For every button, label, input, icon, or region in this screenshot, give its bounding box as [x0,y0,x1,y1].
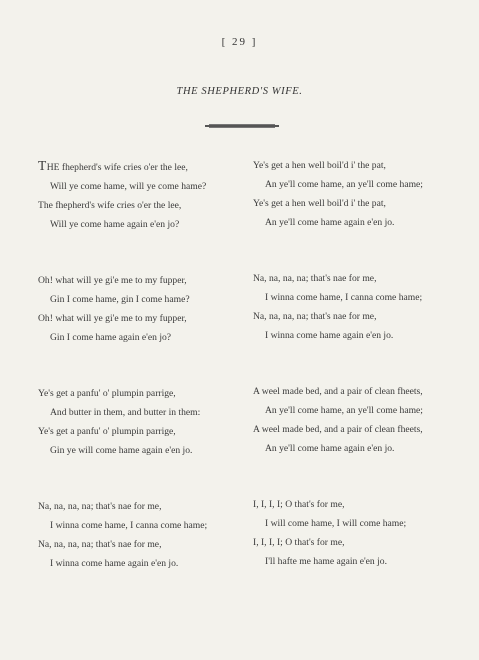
verse-line: Oh! what will ye gi'e me to my fupper, [38,275,187,286]
stanza [253,156,473,232]
verse-line: Gin ye will come hame again e'en jo. [50,445,193,456]
poem-column-left [38,156,253,610]
ornament-rule [205,124,279,128]
verse-line: Oh! what will ye gi'e me to my fupper, [38,313,187,324]
verse-line [38,156,253,177]
stanza [253,382,473,458]
stanza [253,269,473,345]
stanza [38,271,253,347]
verse-line: Na, na, na, na; that's nae for me, [253,311,377,322]
verse-line: And butter in them, and butter in them: [50,407,201,418]
verse-line: An ye'll come hame, an ye'll come hame; [265,179,423,190]
verse-line: Na, na, na, na; that's nae for me, [38,539,162,550]
poem-title: THE SHEPHERD'S WIFE. [176,86,303,97]
verse-line: A weel made bed, and a pair of clean fheets, [253,424,423,435]
verse-line: The fhepherd's wife cries o'er the lee, [38,200,182,211]
verse-line: Ye's get a panfu' o' plumpin parrige, [38,388,176,399]
verse-line: Ye's get a hen well boil'd i' the pat, [253,160,386,171]
verse-line: An ye'll come hame again e'en jo. [265,443,395,454]
stanza [38,497,253,573]
verse-line: I will come hame, I will come hame; [265,518,407,529]
verse-line-text: HE fhepherd's wife cries o'er the lee, [46,162,188,173]
verse-line: An ye'll come hame, an ye'll come hame; [265,405,423,416]
stanza [38,156,253,234]
verse-line: A weel made bed, and a pair of clean fheets, [253,386,423,397]
drop-cap: T [38,158,47,173]
verse-line: Will ye come hame, will ye come hame? [50,181,207,192]
verse-line: I winna come hame, I canna come hame; [265,292,423,303]
verse-line: Na, na, na, na; that's nae for me, [38,501,162,512]
verse-line: Ye's get a hen well boil'd i' the pat, [253,198,386,209]
verse-line: An ye'll come hame again e'en jo. [265,217,395,228]
page-number: [ 29 ] [221,36,258,48]
poem-column-right [253,156,473,608]
stanza [253,495,473,571]
verse-line: I, I, I, I; O that's for me, [253,499,345,510]
verse-line: I'll hafte me hame again e'en jo. [265,556,387,567]
stanza [38,384,253,460]
verse-line: Gin I come hame again e'en jo? [50,332,172,343]
verse-line: I winna come hame again e'en jo. [265,330,394,341]
verse-line: Gin I come hame, gin I come hame? [50,294,190,305]
verse-line: Ye's get a panfu' o' plumpin parrige, [38,426,176,437]
verse-line: Will ye come hame again e'en jo? [50,219,180,230]
verse-line: I winna come hame, I canna come hame; [50,520,208,531]
verse-line: Na, na, na, na; that's nae for me, [253,273,377,284]
verse-line: I winna come hame again e'en jo. [50,558,179,569]
verse-line: I, I, I, I; O that's for me, [253,537,345,548]
